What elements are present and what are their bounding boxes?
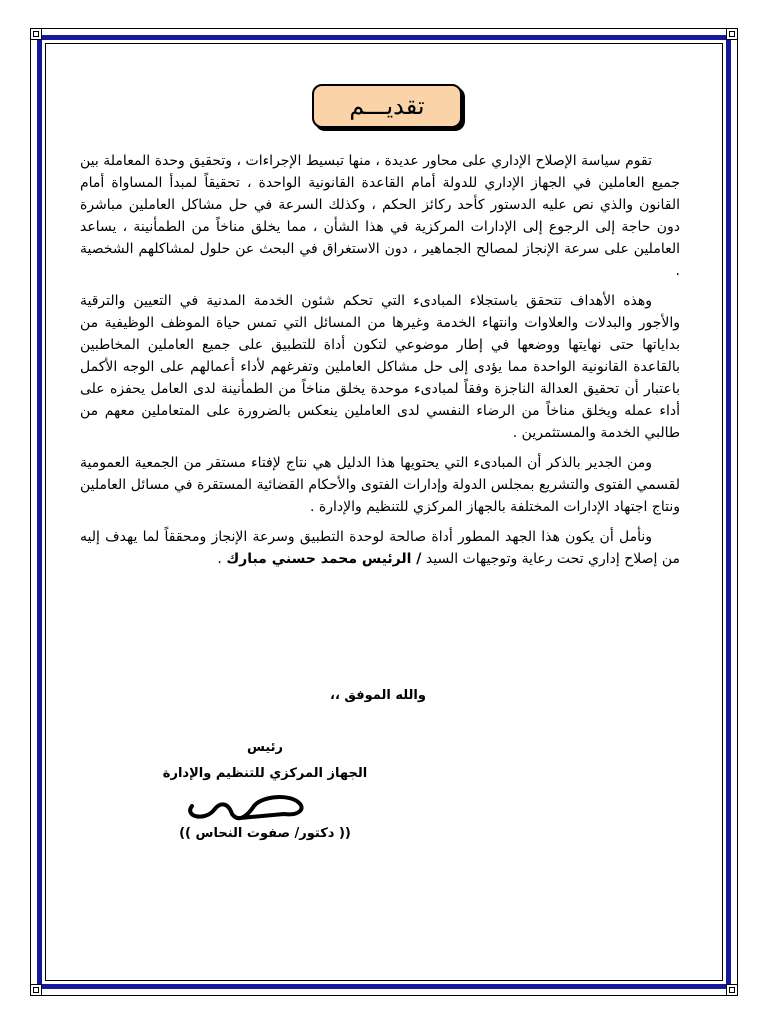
page-title: تقديـــم [349,92,425,120]
signatory-name: (( دكتور/ صفوت النحاس )) [179,826,351,841]
body-text [80,150,680,578]
closing-phrase: والله الموفق ،، [330,688,426,703]
paragraph-3: ومن الجدير بالذكر أن المبادىء التي يحتويها هذا الدليل هي نتاج لإفتاء مستقر من الجمعية العمومية لقسمي الفتوى والتشريع بمجلس الدولة وإدارات الفتوى والأحكام القضائية المستقرة في مسائل العاملين ونتاج اجتهاد الإدارات المختلفة بالجهاز المركزي للتنظيم والإدارة . [80,455,680,515]
paragraph-1: تقوم سياسة الإصلاح الإداري على محاور عديدة ، منها تبسيط الإجراءات ، وتحقيق وحدة المعاملة بين جميع العاملين في الجهاز الإداري للدولة أمام القاعدة القانونية الواحدة ، تحقيقاً لمبدأ المساواة أمام القانون والذي نص عليه الدستور كأحد ركائز الحكم ، وكذلك السرعة في حل مشاكل العاملين مباشرة دون حاجة إلى الرجوع إلى الإدارات المركزية في هذا الشأن ، مما يخلق مناخاً من الطمأنينة ، يساعد العاملين على سرعة الإنجاز لمصالح الجماهير ، دون الاستغراق في البحث عن حلول لمشاكلهم الشخصية . [80,153,680,279]
corner-ornament-top-right [726,28,738,40]
corner-ornament-top-left [30,28,42,40]
paragraph-4 [80,526,680,570]
signatory-position-line2: الجهاز المركزي للتنظيم والإدارة [162,766,368,781]
corner-ornament-bottom-right [726,984,738,996]
paragraph-2: وهذه الأهداف تتحقق باستجلاء المبادىء التي تحكم شئون الخدمة المدنية في التعيين والترقية والأجور والبدلات والعلاوات وانتهاء الخدمة وغيرها من المسائل التي تمس حياة الموظف الوظيفية من بداياتها حتى نهايتها ووضعها في إطار موضوعي لتكون أداة للتطبيق على جميع العاملين المخاطبين بالقاعدة القانونية الواحدة مما يؤدى إلى حل مشاكل العاملين وتفرغهم لأداء أعمالهم على الوجه الأكمل باعتبار أن تحقيق العدالة الناجزة وفقاً لمبادىء موحدة يخلق مناخاً من الطمأنينة لدى العامل يحفزه على أداء عمله ويخلق مناخاً من الرضاء النفسي لدى العاملين ينعكس بالضرورة على المتعاملين معهم من طالبي الخدمة والمستثمرين . [80,293,680,441]
final-paragraph-text: ونأمل أن يكون هذا الجهد المطور أداة صالحة لوحدة التطبيق وسرعة الإنجاز ومحققاً لما يهدف إليه من إصلاح إداري تحت رعاية وتوجيهات السيد [80,529,680,567]
handwritten-signature [180,788,320,828]
corner-ornament-bottom-left [30,984,42,996]
president-name: / الرئيس محمد حسني مبارك [226,551,422,567]
final-paragraph-end: . [217,551,227,567]
title-box [312,84,462,128]
signatory-position-line1: رئيس [246,740,284,755]
